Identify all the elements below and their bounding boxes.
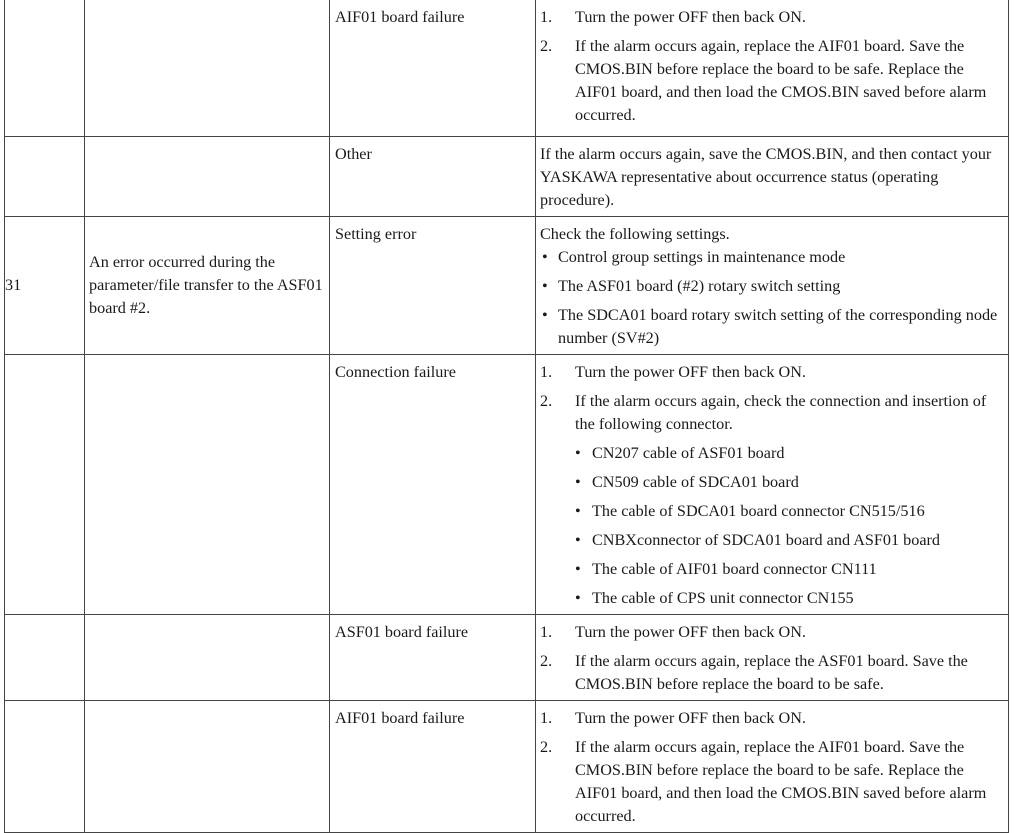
list-item: • CNBXconnector of SDCA01 board and ASF01 board <box>575 529 1002 552</box>
list-item: • CN509 cable of SDCA01 board <box>575 471 1002 494</box>
list-item: • The cable of AIF01 board connector CN111 <box>575 558 1002 581</box>
alarm-description: An error occurred during the parameter/file transfer to the ASF01 board #2. <box>89 252 323 317</box>
cause-text: Setting error <box>335 224 417 243</box>
cause-cell <box>330 216 536 354</box>
remedy-intro: Check the following settings. <box>540 224 730 243</box>
remedy-cell <box>536 0 1009 136</box>
remedy-cell <box>536 354 1009 614</box>
list-item: 1. Turn the power OFF then back ON. <box>540 708 806 727</box>
remedy-text: If the alarm occurs again, save the CMOS.BIN, and then contact your YASKAWA representative about occurrence status (operating procedure). <box>540 144 992 209</box>
remedy-cell <box>536 614 1009 700</box>
description-cell <box>85 216 330 354</box>
alarm-number-cell <box>5 136 85 216</box>
cause-text: ASF01 board failure <box>335 622 469 641</box>
list-item: • CN207 cable of ASF01 board <box>575 442 1002 465</box>
description-cell <box>85 0 330 136</box>
remedy-steps <box>536 0 1008 131</box>
cause-text: AIF01 board failure <box>335 8 465 26</box>
alarm-table <box>4 0 1009 833</box>
description-cell <box>85 354 330 614</box>
list-item: • The cable of SDCA01 board connector CN515/516 <box>575 500 1002 523</box>
description-cell <box>85 136 330 216</box>
list-item: 2. If the alarm occurs again, replace the AIF01 board. Save the CMOS.BIN before replace the board to be safe. Replace the AIF01 board, and then load the CMOS.BIN saved before alarm occurred. <box>540 737 987 825</box>
list-item: 1. Turn the power OFF then back ON. <box>540 622 806 641</box>
list-item: • The ASF01 board (#2) rotary switch setting <box>540 275 1002 298</box>
list-item: 2. If the alarm occurs again, check the connection and insertion of the following connector. • CN207 cable of ASF01 board • CN509 cable of SDCA01 board • The cable of SDCA01 board connector CN515/516 • CNBXconnector of SDCA01 board and ASF01 board • The cable of AIF01 board connector CN111 • The cable of CPS unit connector CN155 <box>540 390 1002 610</box>
alarm-number-cell <box>5 700 85 832</box>
description-cell <box>85 700 330 832</box>
cause-cell <box>330 614 536 700</box>
remedy-cell <box>536 136 1009 216</box>
remedy-steps <box>536 701 1008 832</box>
remedy-cell <box>536 700 1009 832</box>
cause-text: AIF01 board failure <box>335 708 465 727</box>
list-item: • Control group settings in maintenance mode <box>540 246 1002 269</box>
alarm-number-cell <box>5 216 85 354</box>
list-item: • The SDCA01 board rotary switch setting of the corresponding node number (SV#2) <box>540 304 1002 350</box>
cause-text: Connection failure <box>335 362 456 381</box>
table-row <box>5 216 1009 354</box>
settings-list <box>536 246 1008 354</box>
connector-list <box>575 442 1002 610</box>
table-row <box>5 700 1009 832</box>
list-item: 1. Turn the power OFF then back ON. <box>540 362 806 381</box>
cause-text: Other <box>335 144 372 163</box>
list-item: 2. If the alarm occurs again, replace the ASF01 board. Save the CMOS.BIN before replace the board to be safe. <box>540 651 968 693</box>
list-item: 2. If the alarm occurs again, replace the AIF01 board. Save the CMOS.BIN before replace the board to be safe. Replace the AIF01 board, and then load the CMOS.BIN saved before alarm occurred. <box>540 37 987 124</box>
alarm-number: 31 <box>5 275 22 294</box>
list-item: • The cable of CPS unit connector CN155 <box>575 587 1002 610</box>
table-row <box>5 136 1009 216</box>
list-item: 1. Turn the power OFF then back ON. <box>540 8 806 26</box>
alarm-number-cell <box>5 614 85 700</box>
remedy-steps <box>536 615 1008 700</box>
table-row <box>5 354 1009 614</box>
table-row <box>5 0 1009 136</box>
alarm-number-cell <box>5 354 85 614</box>
remedy-cell <box>536 216 1009 354</box>
cause-cell <box>330 700 536 832</box>
cause-cell <box>330 136 536 216</box>
description-cell <box>85 614 330 700</box>
cause-cell <box>330 0 536 136</box>
table-row <box>5 614 1009 700</box>
remedy-steps <box>536 355 1008 614</box>
alarm-number-cell <box>5 0 85 136</box>
cause-cell <box>330 354 536 614</box>
